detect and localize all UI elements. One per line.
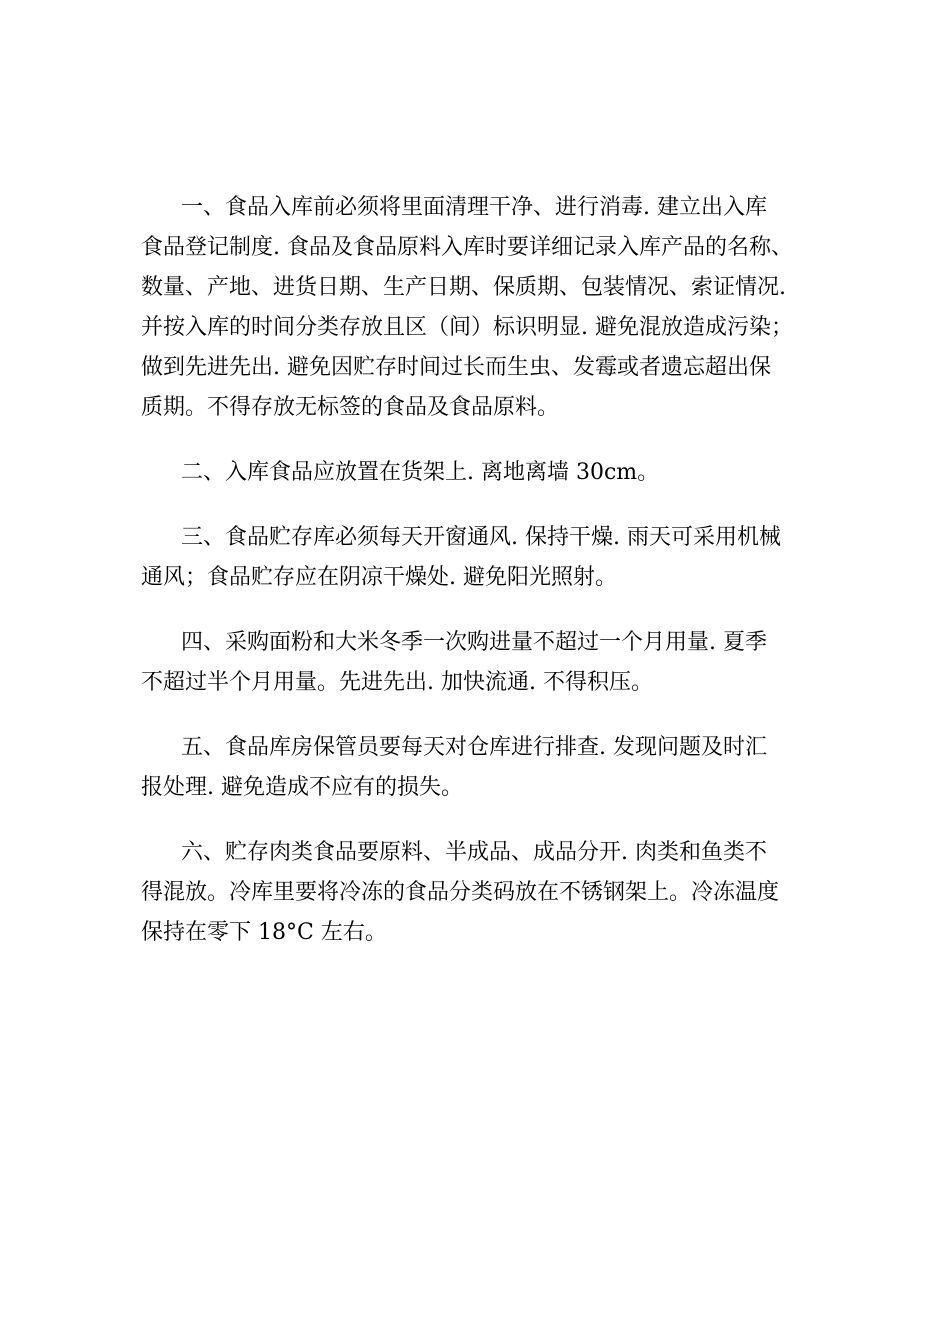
- paragraph-2: [141, 453, 831, 493]
- paragraph-line: 报处理. 避免造成不应有的损失。: [141, 775, 463, 800]
- paragraph-line: 六、贮存肉类食品要原料、半成品、成品分开. 肉类和鱼类不: [181, 840, 767, 865]
- paragraph-line: 得混放。冷库里要将冷冻的食品分类码放在不锈钢架上。冷冻温度: [141, 880, 780, 905]
- paragraph-line: 并按入库的时间分类存放且区（间）标识明显. 避免混放造成污染；: [141, 315, 793, 340]
- paragraph-5: [141, 728, 831, 808]
- paragraph-6: [141, 833, 831, 953]
- paragraph-line: 五、食品库房保管员要每天对仓库进行排查. 发现问题及时汇: [181, 735, 767, 760]
- paragraph-line: 一、食品入库前必须将里面清理干净、进行消毒. 建立出入库: [181, 195, 767, 220]
- paragraph-line: 做到先进先出. 避免因贮存时间过长而生虫、发霉或者遗忘超出保: [141, 355, 771, 380]
- paragraph-line: 数量、产地、进货日期、生产日期、保质期、包装情况、索证情况.: [141, 275, 786, 300]
- paragraph-4: [141, 623, 831, 703]
- document-body: [141, 188, 831, 978]
- paragraph-line: 不超过半个月用量。先进先出. 加快流通. 不得积压。: [141, 670, 653, 695]
- paragraph-line: 保持在零下 18°C 左右。: [141, 920, 387, 945]
- paragraph-line: 四、采购面粉和大米冬季一次购进量不超过一个月用量. 夏季: [181, 630, 767, 655]
- paragraph-line: 食品登记制度. 食品及食品原料入库时要详细记录入库产品的名称、: [141, 235, 793, 260]
- paragraph-3: [141, 518, 831, 598]
- paragraph-line: 三、食品贮存库必须每天开窗通风. 保持干燥. 雨天可采用机械: [181, 525, 781, 550]
- paragraph-line: 二、入库食品应放置在货架上. 离地离墙 30cm。: [181, 460, 660, 485]
- paragraph-1: [141, 188, 831, 428]
- paragraph-line: 质期。不得存放无标签的食品及食品原料。: [141, 395, 560, 420]
- paragraph-line: 通风；食品贮存应在阴凉干燥处. 避免阳光照射。: [141, 565, 617, 590]
